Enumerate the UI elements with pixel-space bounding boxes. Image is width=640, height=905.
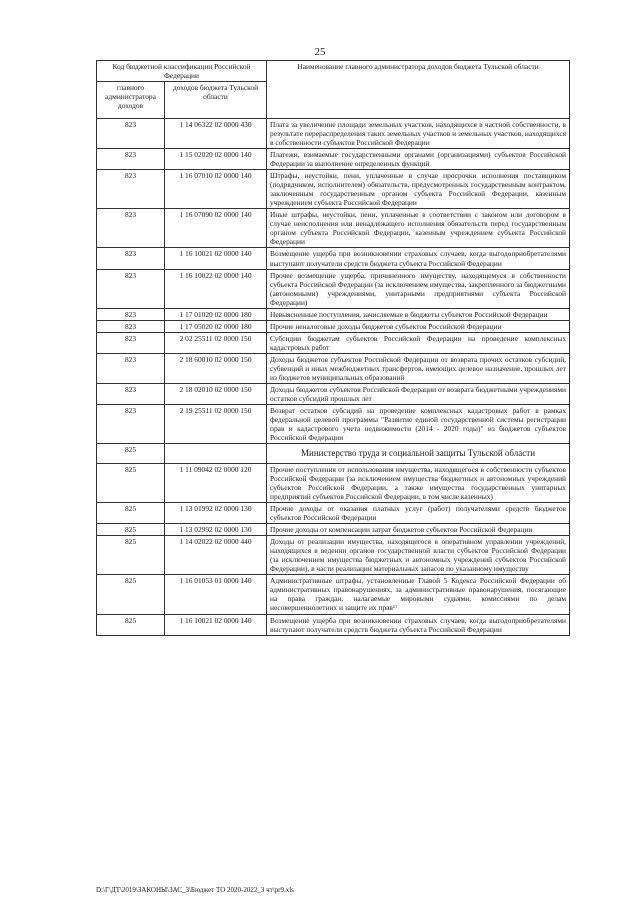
revenue-code-cell: 1 17 05020 02 0000 180	[165, 320, 267, 332]
admin-code-cell: 823	[97, 149, 165, 170]
admin-code-cell: 825	[97, 536, 165, 575]
revenue-code-cell: 2 02 25511 02 0000 150	[165, 332, 267, 353]
table-row	[97, 269, 570, 308]
revenue-admin-table	[96, 60, 570, 636]
table-row	[97, 575, 570, 614]
revenue-name-cell: Платежи, взимаемые государственными органами (организациями) субъектов Российской Федерации за выполнение определенных функций	[267, 149, 570, 170]
table-body	[97, 119, 570, 636]
admin-code-cell: 823	[97, 170, 165, 209]
revenue-code-cell: 1 16 10021 02 0000 140	[165, 614, 267, 635]
revenue-code-cell	[165, 444, 267, 464]
admin-code-cell: 825	[97, 444, 165, 464]
table-row	[97, 524, 570, 536]
revenue-name-cell: Плата за увеличение площади земельных участков, находящихся в частной собственности, в результате перераспределения таких земельных участков и земельных участков, находящихся в собственности субъектов Российской Федерации	[267, 119, 570, 149]
revenue-code-cell: 2 18 02010 02 0000 150	[165, 383, 267, 404]
revenue-name-cell: Доходы бюджетов субъектов Российской Федерации от возврата бюджетными учреждениями остатков субсидий прошлых лет	[267, 383, 570, 404]
header-revenue-column: доходов бюджета Тульской области	[165, 82, 267, 119]
revenue-name-cell: Невыясненные поступления, зачисляемые в бюджеты субъектов Российской Федерации	[267, 308, 570, 320]
revenue-code-cell: 1 11 09042 02 0000 120	[165, 464, 267, 503]
admin-code-cell: 825	[97, 503, 165, 524]
admin-code-cell: 823	[97, 320, 165, 332]
revenue-code-cell: 1 16 07090 02 0000 140	[165, 209, 267, 248]
header-admin-column: главного администратора доходов	[97, 82, 165, 119]
table-row	[97, 332, 570, 353]
revenue-name-cell: Возврат остатков субсидий на проведение комплексных кадастровых работ в рамках федеральной целевой программы "Развитие единой государственной системы регистрации прав и кадастрового учета недвижимости (2014 - 2020 годы)" из бюджетов субъектов Российской Федерации	[267, 404, 570, 443]
revenue-name-cell: Иные штрафы, неустойки, пени, уплаченные в соответствии с законом или договором в случае неисполнения или ненадлежащего исполнения обязательств перед государственным органом субъекта Российской Федерации, казенным учреждением субъекта Российской Федерации	[267, 209, 570, 248]
revenue-name-cell: Прочие поступления от использования имущества, находящегося в собственности субъектов Российской Федерации (за исключением имущества бюджетных и автономных учреждений субъектов Российской Федерации, а также имущества государственных унитарных предприятий субъектов Российской Федерации, в том числе казенных)	[267, 464, 570, 503]
revenue-code-cell: 1 16 10021 02 0000 140	[165, 248, 267, 269]
admin-code-cell: 823	[97, 248, 165, 269]
admin-code-cell: 823	[97, 269, 165, 308]
revenue-name-cell: Административные штрафы, установленные Главой 5 Кодекса Российской Федерации об административных правонарушениях, за административные правонарушения, посягающие на права граждан, налагаемые мировыми судьями, комиссиями по делам несовершеннолетних и защите их прав¹⁾	[267, 575, 570, 614]
admin-code-cell: 823	[97, 383, 165, 404]
revenue-name-cell: Прочие доходы от компенсации затрат бюджетов субъектов Российской Федерации	[267, 524, 570, 536]
table-row	[97, 248, 570, 269]
revenue-code-cell: 2 18 60010 02 0000 150	[165, 353, 267, 383]
table-row	[97, 209, 570, 248]
revenue-name-cell: Прочие доходы от оказания платных услуг (работ) получателями средств бюджетов субъектов Российской Федерации	[267, 503, 570, 524]
revenue-code-cell: 1 16 01053 01 0000 140	[165, 575, 267, 614]
revenue-name-cell: Прочее возмещение ущерба, причиненного имуществу, находящемуся в собственности субъекта Российской Федерации (за исключением имущества, закрепленного за бюджетными (автономными) учреждениями, унитарными предприятиями субъекта Российской Федерации)	[267, 269, 570, 308]
table-row	[97, 149, 570, 170]
admin-code-cell: 825	[97, 614, 165, 635]
page-number: 25	[314, 46, 326, 58]
admin-code-cell: 823	[97, 308, 165, 320]
table-row	[97, 536, 570, 575]
admin-code-cell: 823	[97, 209, 165, 248]
revenue-name-cell: Прочие неналоговые доходы бюджетов субъектов Российской Федерации	[267, 320, 570, 332]
table-row	[97, 320, 570, 332]
ministry-row	[97, 444, 570, 464]
revenue-code-cell: 1 15 02020 02 0000 140	[165, 149, 267, 170]
admin-code-cell: 823	[97, 332, 165, 353]
footer-file-path: D:\Г\ДТ\2019\ЗАКОНЫ\ЗАС_3\Бюджет ТО 2020-2022_3 чт\pr9.xls	[96, 886, 294, 894]
header-code-group: Код бюджетной классификации Российской Федерации	[97, 61, 267, 82]
revenue-name-cell: Возмещение ущерба при возникновении страховых случаев, когда выгодоприобретателями выступают получатели средств бюджета субъекта Российской Федерации	[267, 614, 570, 635]
revenue-name-cell: Субсидии бюджетам субъектов Российской Федерации на проведение комплексных кадастровых работ	[267, 332, 570, 353]
revenue-code-cell: 1 14 06322 02 0000 430	[165, 119, 267, 149]
table-row	[97, 119, 570, 149]
revenue-name-cell: Доходы от реализации имущества, находящегося в оперативном управлении учреждений, находящихся в ведении органов государственной власти субъектов Российской Федерации (за исключением имущества бюджетных и автономных учреждений субъектов Российской Федерации), в части реализации материальных запасов по указанному имуществу	[267, 536, 570, 575]
revenue-code-cell: 1 14 02022 02 0000 440	[165, 536, 267, 575]
table-row	[97, 404, 570, 443]
table-row	[97, 170, 570, 209]
revenue-name-cell: Доходы бюджетов субъектов Российской Федерации от возврата прочих остатков субсидий, субвенций и иных межбюджетных трансфертов, имеющих целевое назначение, прошлых лет из бюджетов муниципальных образований	[267, 353, 570, 383]
revenue-code-cell: 1 16 10022 02 0000 140	[165, 269, 267, 308]
header-name-column: Наименование главного администратора доходов бюджета Тульской области	[267, 61, 570, 119]
admin-code-cell: 825	[97, 575, 165, 614]
revenue-code-cell: 2 19 25511 02 0000 150	[165, 404, 267, 443]
revenue-code-cell: 1 17 01020 02 0000 180	[165, 308, 267, 320]
ministry-name-cell: Министерство труда и социальной защиты Тульской области	[267, 444, 570, 464]
revenue-code-cell: 1 16 07010 02 0000 140	[165, 170, 267, 209]
revenue-name-cell: Возмещение ущерба при возникновении страховых случаев, когда выгодоприобретателями выступают получатели средств бюджета субъекта Российской Федерации	[267, 248, 570, 269]
admin-code-cell: 823	[97, 119, 165, 149]
table-row	[97, 503, 570, 524]
admin-code-cell: 825	[97, 464, 165, 503]
table-row	[97, 308, 570, 320]
admin-code-cell: 825	[97, 524, 165, 536]
revenue-code-cell: 1 13 02992 02 0000 130	[165, 524, 267, 536]
table-row	[97, 464, 570, 503]
table-row	[97, 353, 570, 383]
table-row	[97, 614, 570, 635]
admin-code-cell: 823	[97, 353, 165, 383]
table-row	[97, 383, 570, 404]
admin-code-cell: 823	[97, 404, 165, 443]
revenue-code-cell: 1 13 01992 02 0000 130	[165, 503, 267, 524]
revenue-name-cell: Штрафы, неустойки, пени, уплаченные в случае просрочки исполнения поставщиком (подрядчиком, исполнителем) обязательств, предусмотренных государственным контрактом, заключенным государственным органом субъекта Российской Федерации, казенным учреждением субъекта Российской Федерации	[267, 170, 570, 209]
